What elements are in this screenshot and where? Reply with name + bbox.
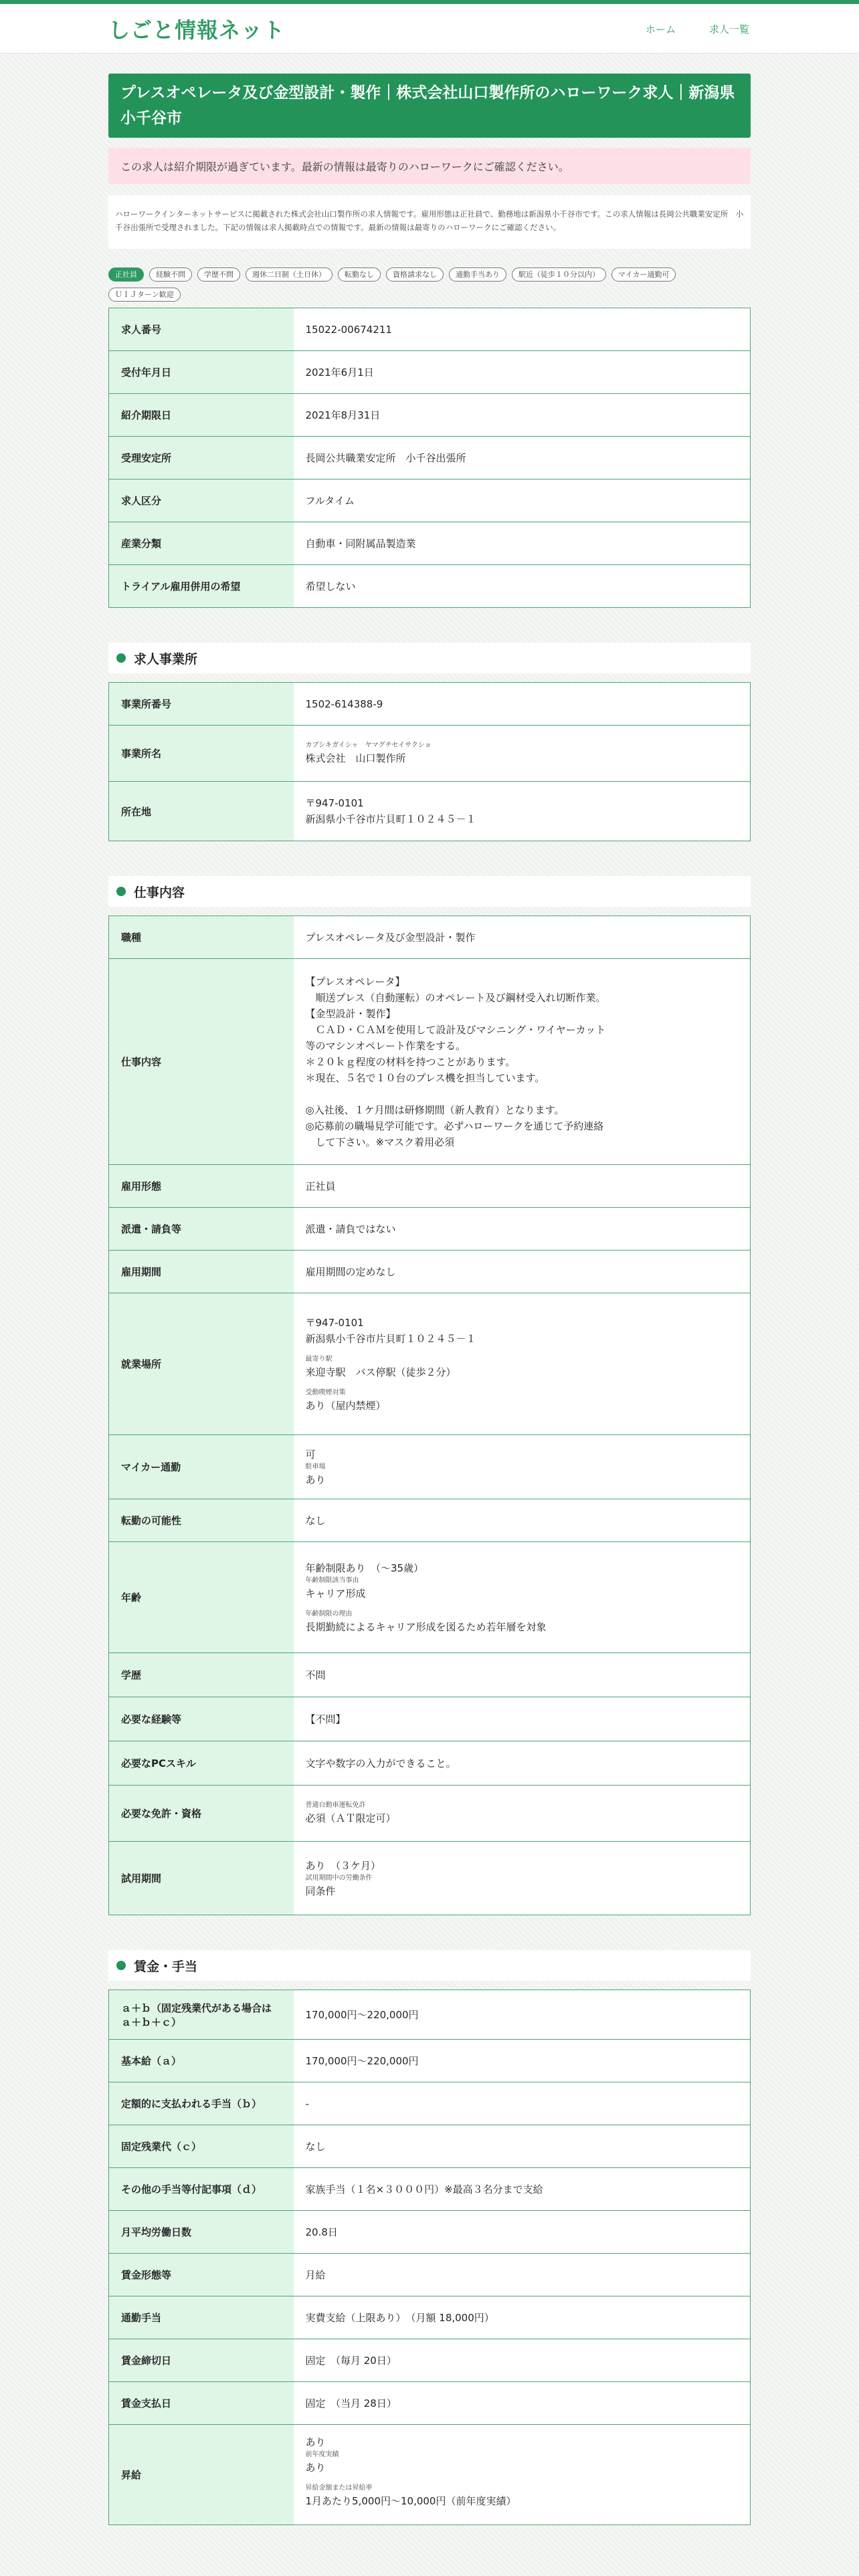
car-commute-cell <box>294 1435 751 1499</box>
field-label: 試用期間 <box>109 1842 294 1915</box>
office-name-cell <box>294 726 751 782</box>
feature-tag: 転勤なし <box>338 267 381 282</box>
field-value: なし <box>305 2140 326 2153</box>
office-number: 1502-614388-9 <box>305 697 383 710</box>
section-bullet-icon <box>116 1961 126 1970</box>
trial-cell <box>294 1842 751 1915</box>
page-title: プレスオペレータ及び金型設計・製作｜株式会社山口製作所のハローワーク求人｜新潟県小千谷市 <box>108 74 751 138</box>
transfer-possibility: なし <box>305 1514 326 1527</box>
nearest-station: 来迎寺駅 バス停駅（徒歩２分） <box>305 1366 456 1378</box>
field-label: 産業分類 <box>109 522 294 565</box>
feature-tag: 正社員 <box>108 267 144 282</box>
sub-label: 駐車場 <box>305 1463 326 1471</box>
field-label: 雇用期間 <box>109 1251 294 1293</box>
sub-label: 昇給金額または昇給率 <box>305 2484 373 2492</box>
office-zip: 〒947-0101 <box>305 797 364 809</box>
field-label: 学歴 <box>109 1653 294 1697</box>
field-value: 希望しない <box>305 580 356 593</box>
field-value: 15022-00674211 <box>305 323 392 336</box>
office-address-cell <box>294 782 751 841</box>
experience: 【不問】 <box>305 1713 346 1725</box>
field-label: 受付年月日 <box>109 351 294 394</box>
field-label: 必要なPCスキル <box>109 1741 294 1786</box>
feature-tag: 資格請求なし <box>386 267 444 282</box>
field-label: 雇用形態 <box>109 1165 294 1208</box>
license-required: 必須（ＡＴ限定可） <box>305 1812 396 1824</box>
field-value: 月給 <box>305 2268 326 2281</box>
field-value: 自動車・同附属品製造業 <box>305 537 416 550</box>
table-row <box>109 2211 751 2254</box>
field-label: 紹介期限日 <box>109 394 294 437</box>
smoking-policy: あり（屋内禁煙） <box>305 1399 386 1412</box>
field-value: - <box>305 2097 309 2110</box>
field-value: 固定 （当月 28日） <box>305 2397 397 2409</box>
education: 不問 <box>305 1669 326 1681</box>
table-row <box>109 2040 751 2082</box>
sub-label: 試用期間中の労働条件 <box>305 1874 373 1882</box>
field-label: 通勤手当 <box>109 2296 294 2339</box>
field-label: 定額的に支払われる手当（ｂ） <box>109 2082 294 2125</box>
parking: あり <box>305 1473 326 1486</box>
field-value: フルタイム <box>305 494 355 507</box>
table-row <box>109 522 751 565</box>
job-section-heading <box>108 876 751 907</box>
field-label: マイカー通勤 <box>109 1435 294 1499</box>
field-value: 実費支給（上限あり） （月額 18,000円） <box>305 2311 494 2324</box>
field-label: 就業場所 <box>109 1293 294 1435</box>
field-value: 170,000円〜220,000円 <box>305 2054 419 2067</box>
trial-period: あり （３ケ月） <box>305 1859 381 1872</box>
job-content: 【プレスオペレータ】 順送プレス（自動運転）のオペレート及び鋼材受入れ切断作業。 【金型設計・製作】 ＣＡＤ・ＣＡＭを使用して設計及びマシニング・ワイヤーカット 等のマシンオペレート作業をする。 ＊２０ｋｇ程度の材料を持つことがあります。 ＊現在、５名で１０台のプレス機を担当しています。 ◎入社後、１ケ月間は研修期間（新人教育）となります。 ◎応募前の職場見学可能です。必ずハローワークを通じて予約連絡 して下さい。※マスク着用必須 <box>305 975 606 1148</box>
raise-cell <box>294 2425 751 2525</box>
field-label: 賃金支払日 <box>109 2382 294 2425</box>
table-row <box>109 479 751 522</box>
field-label: 必要な免許・資格 <box>109 1786 294 1842</box>
license-cell <box>294 1786 751 1842</box>
occupation: プレスオペレータ及び金型設計・製作 <box>305 931 476 944</box>
table-row <box>109 2254 751 2296</box>
field-label: 昇給 <box>109 2425 294 2525</box>
field-label: 派遣・請負等 <box>109 1208 294 1251</box>
raise-previous: あり <box>305 2462 326 2474</box>
section-title: 賃金・手当 <box>134 1959 198 1974</box>
basic-info-table <box>108 308 751 608</box>
field-label: その他の手当等付記事項（ｄ） <box>109 2168 294 2211</box>
table-row <box>109 2425 751 2525</box>
table-row <box>109 2125 751 2168</box>
field-value: 長岡公共職業安定所 小千谷出張所 <box>305 451 466 464</box>
field-label: 必要な経験等 <box>109 1697 294 1741</box>
wage-section-heading <box>108 1950 751 1981</box>
field-label: 事業所番号 <box>109 683 294 726</box>
field-value: 家族手当（１名×３０００円）※最高３名分まで支給 <box>305 2183 543 2195</box>
field-value: 2021年6月1日 <box>305 366 374 379</box>
sub-label: 最寄り駅 <box>305 1355 332 1363</box>
nav-job-list-link[interactable]: 求人一覧 <box>708 23 749 35</box>
car-commute: 可 <box>305 1448 316 1461</box>
site-logo[interactable]: しごと情報ネット <box>108 17 286 43</box>
table-row <box>109 351 751 394</box>
field-label: 所在地 <box>109 782 294 841</box>
field-label: 基本給（ａ） <box>109 2040 294 2082</box>
feature-tag: 通勤手当あり <box>449 267 506 282</box>
section-bullet-icon <box>116 653 126 663</box>
age-range: キャリア形成 <box>305 1587 366 1600</box>
site-header <box>0 4 859 53</box>
section-title: 仕事内容 <box>134 885 185 900</box>
field-label: 固定残業代（ｃ） <box>109 2125 294 2168</box>
sub-label: 年齢制限の理由 <box>305 1610 353 1618</box>
section-bullet-icon <box>116 887 126 896</box>
field-label: ａ＋ｂ（固定残業代がある場合はａ＋ｂ＋ｃ） <box>109 1990 294 2040</box>
field-value: 固定 （毎月 20日） <box>305 2354 397 2367</box>
office-address: 新潟県小千谷市片貝町１０２４５－１ <box>305 813 476 825</box>
field-value: 20.8日 <box>305 2226 338 2238</box>
workplace-zip: 〒947-0101 <box>305 1316 364 1329</box>
field-label: 年齢 <box>109 1542 294 1653</box>
table-row <box>109 2296 751 2339</box>
table-row <box>109 2082 751 2125</box>
intro-text: ハローワークインターネットサービスに掲載された株式会社山口製作所の求人情報です。雇用形態は正社員で、勤務地は新潟県小千谷市です。この求人情報は長岡公共職業安定所 小千谷出張所で受理されました。下記の情報は求人掲載時点での情報です。最新の情報は最寄りのハローワークにご確認ください。 <box>108 195 751 249</box>
sub-label: 年齢制限該当事由 <box>305 1576 359 1584</box>
feature-tag: 学歴不問 <box>197 267 240 282</box>
field-label: 職種 <box>109 916 294 959</box>
age-limit: 年齢制限あり （～35歳） <box>305 1562 424 1574</box>
employment-period: 雇用期間の定めなし <box>305 1265 396 1278</box>
feature-tag: 駅近（徒歩１０分以内） <box>512 267 606 282</box>
field-value: 170,000円〜220,000円 <box>305 2008 419 2021</box>
office-kana: カブシキガイシャ ヤマグチセイサクショ <box>305 741 432 749</box>
table-row <box>109 1990 751 2040</box>
table-row <box>109 565 751 608</box>
office-info-table <box>108 682 751 841</box>
sub-label: 受動喫煙対策 <box>305 1388 346 1396</box>
table-row <box>109 308 751 351</box>
field-label: 仕事内容 <box>109 959 294 1165</box>
dispatch-status: 派遣・請負ではない <box>305 1222 396 1235</box>
raise-amount: 1月あたり5,000円〜10,000円（前年度実績） <box>305 2495 516 2507</box>
feature-tags <box>108 267 751 302</box>
field-label: 賃金締切日 <box>109 2339 294 2382</box>
field-label: 受理安定所 <box>109 437 294 479</box>
expired-notice: この求人は紹介期限が過ぎています。最新の情報は最寄りのハローワークにご確認ください。 <box>108 148 751 184</box>
office-name: 株式会社 山口製作所 <box>305 752 406 764</box>
feature-tag: 週休二日制（土日休） <box>246 267 332 282</box>
office-section-heading <box>108 643 751 673</box>
table-row <box>109 394 751 437</box>
section-title: 求人事業所 <box>134 651 198 667</box>
sub-label: 前年度実績 <box>305 2451 339 2458</box>
field-value: 2021年8月31日 <box>305 409 381 421</box>
nav-home-link[interactable]: ホーム <box>645 23 676 35</box>
field-label: 転勤の可能性 <box>109 1499 294 1542</box>
feature-tag: マイカー通勤可 <box>611 267 676 282</box>
age-cell <box>294 1542 751 1653</box>
employment-type: 正社員 <box>305 1180 336 1192</box>
field-label: 求人区分 <box>109 479 294 522</box>
table-row <box>109 2339 751 2382</box>
wage-info-table <box>108 1990 751 2525</box>
pc-skills: 文字や数字の入力ができること。 <box>305 1757 456 1769</box>
raise: あり <box>305 2436 326 2448</box>
field-label: 求人番号 <box>109 308 294 351</box>
main-content <box>108 74 751 2525</box>
workplace-cell <box>294 1293 751 1435</box>
table-row <box>109 437 751 479</box>
trial-conditions: 同条件 <box>305 1885 336 1897</box>
sub-label: 普通自動車運転免許 <box>305 1801 366 1809</box>
table-row <box>109 2382 751 2425</box>
table-row <box>109 2168 751 2211</box>
feature-tag: 経験不問 <box>149 267 192 282</box>
age-reason: 長期勤続によるキャリア形成を図るため若年層を対象 <box>305 1620 547 1633</box>
top-nav <box>646 22 749 36</box>
workplace-address: 新潟県小千谷市片貝町１０２４５－１ <box>305 1332 476 1345</box>
field-label: 月平均労働日数 <box>109 2211 294 2254</box>
feature-tag: ＵＩＪターン歓迎 <box>108 288 181 302</box>
job-info-table <box>108 916 751 1915</box>
field-label: 事業所名 <box>109 726 294 782</box>
field-label: 賃金形態等 <box>109 2254 294 2296</box>
field-label: トライアル雇用併用の希望 <box>109 565 294 608</box>
